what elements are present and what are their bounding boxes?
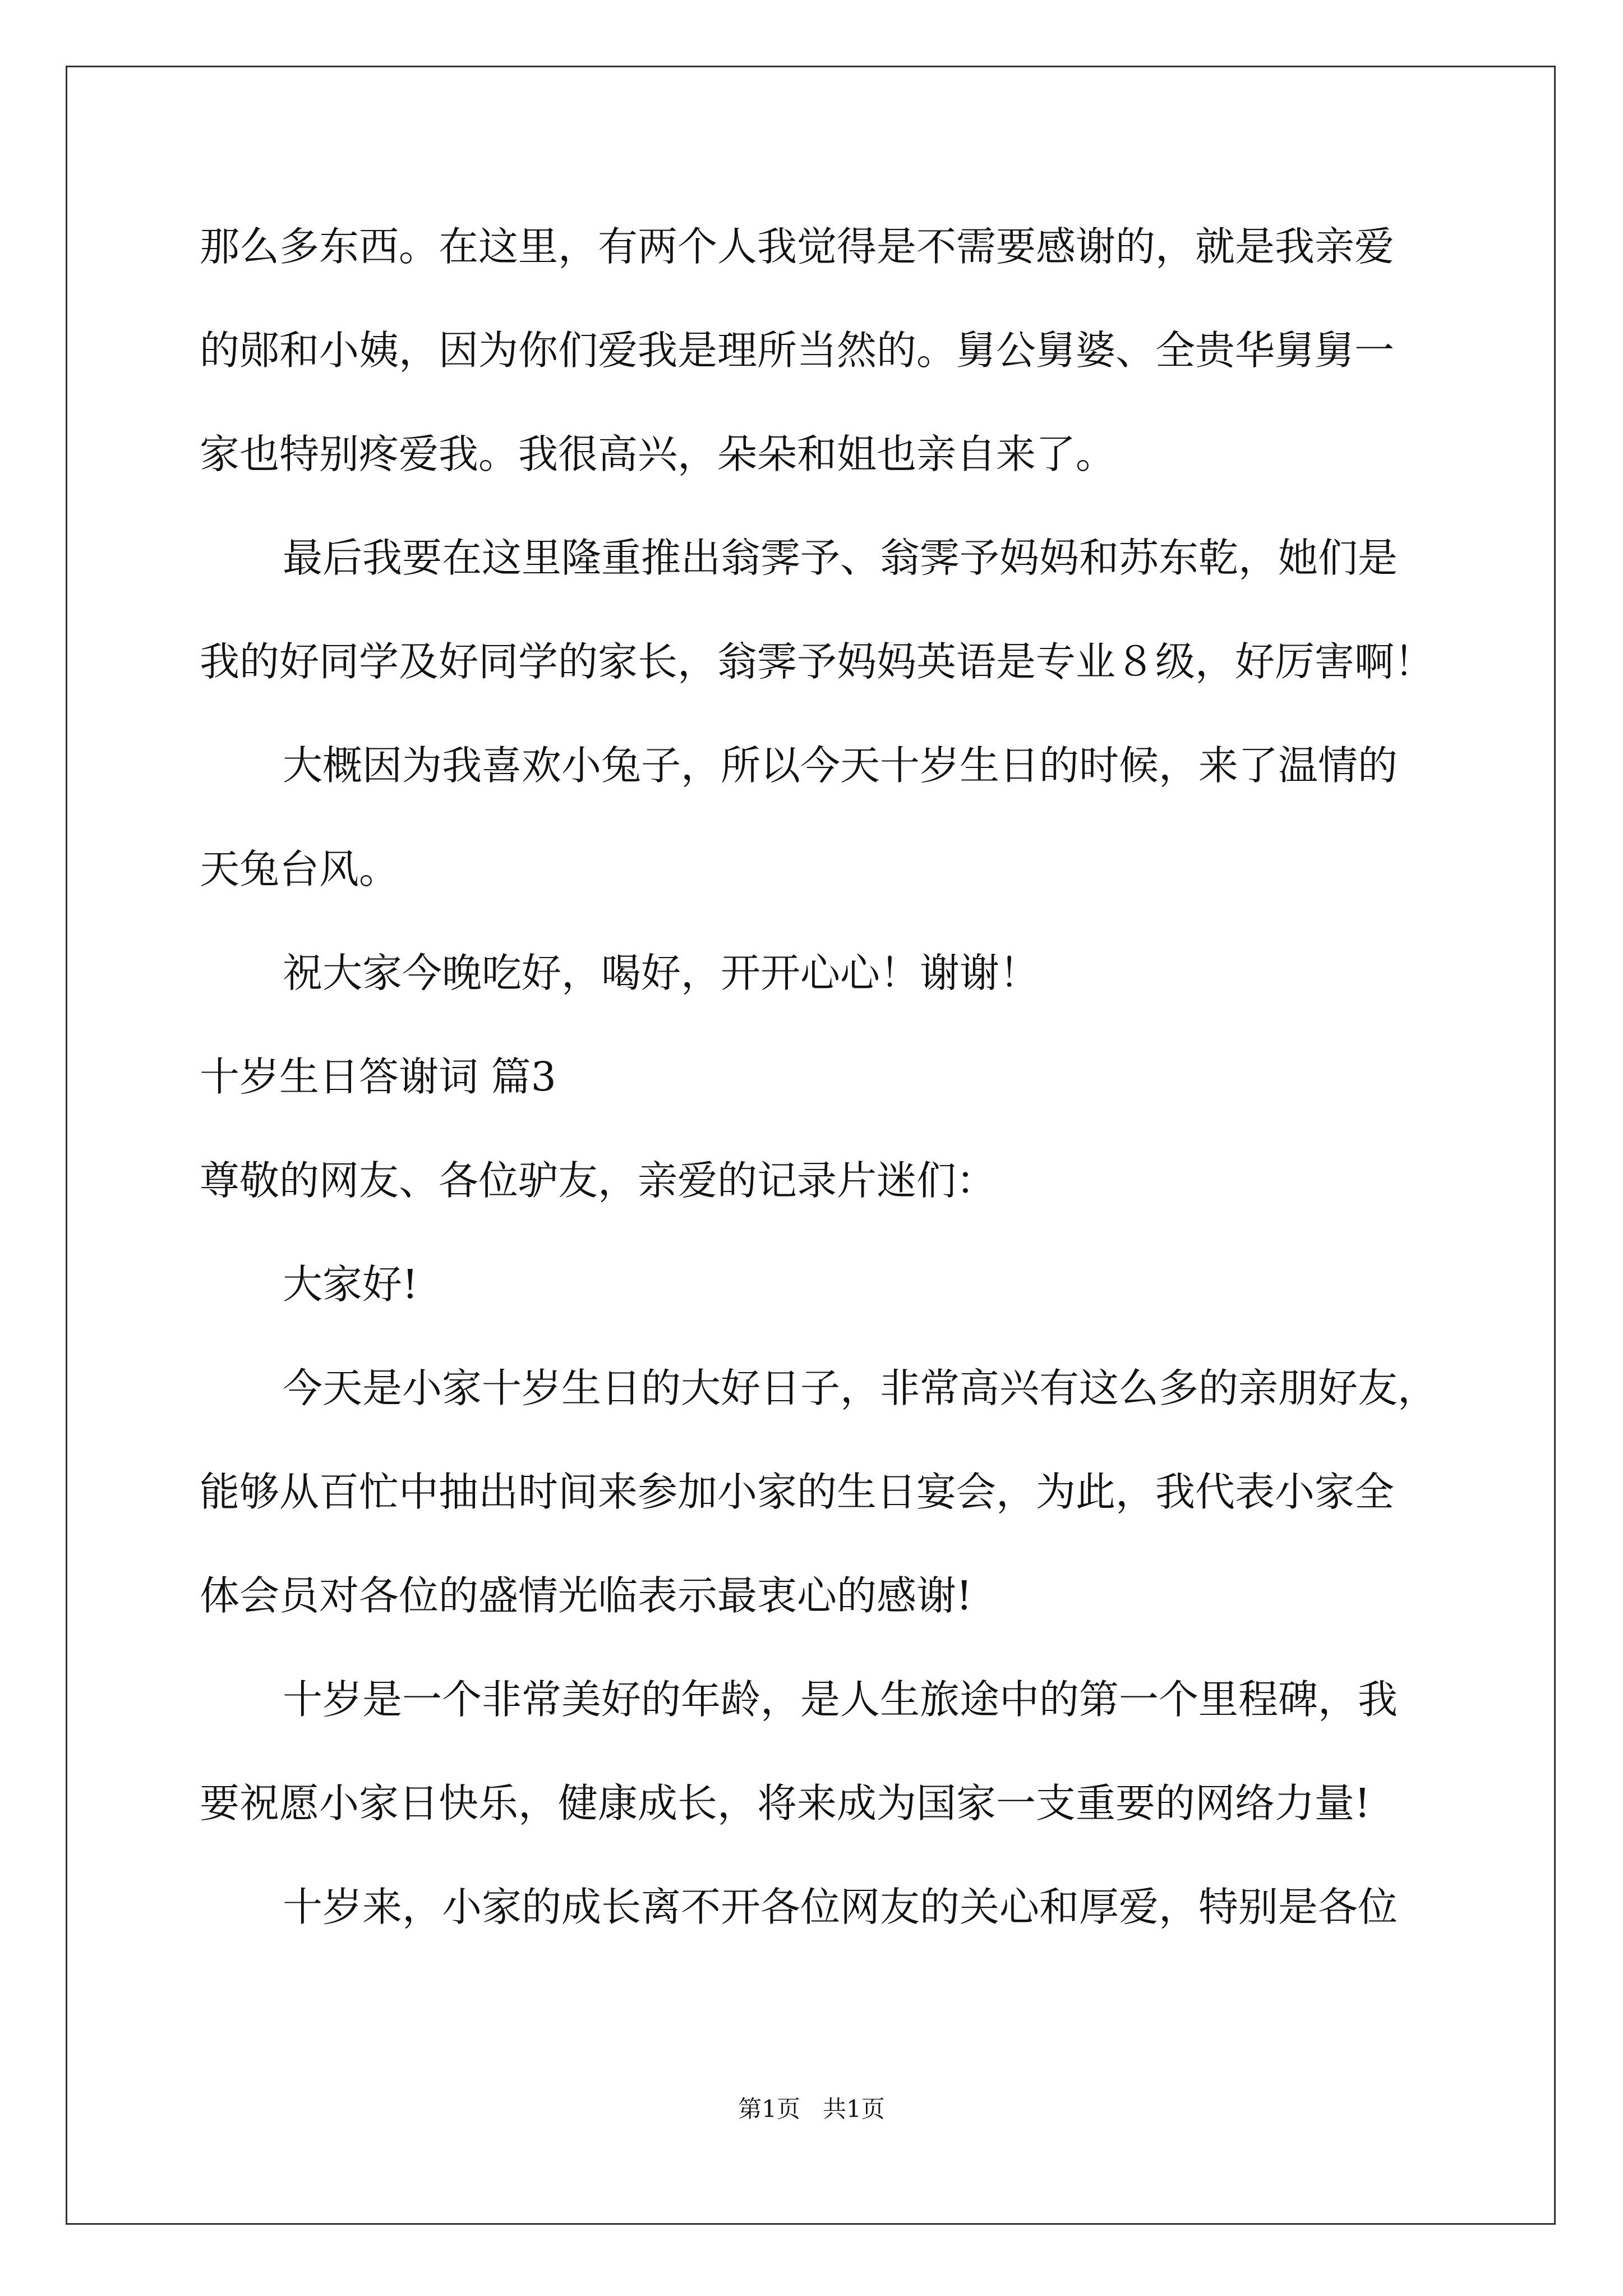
paragraph-line: 十岁来，小家的成长离不开各位网友的关心和厚爱，特别是各位 xyxy=(283,1884,1398,1930)
salutation-line: 尊敬的网友、各位驴友，亲爱的记录片迷们： xyxy=(200,1157,997,1204)
paragraph-line: 大概因为我喜欢小兔子，所以今天十岁生日的时候，来了温情的 xyxy=(283,742,1398,789)
page-footer: 第1页 共1页 xyxy=(738,2095,885,2123)
paragraph-line: 那么多东西。在这里，有两个人我觉得是不需要感谢的，就是我亲爱 xyxy=(200,223,1395,270)
greeting-line: 大家好! xyxy=(283,1261,418,1308)
paragraph-line: 能够从百忙中抽出时间来参加小家的生日宴会，为此，我代表小家全 xyxy=(200,1469,1395,1515)
paragraph-line: 祝大家今晚吃好，喝好，开开心心！谢谢！ xyxy=(283,950,1040,996)
section-heading: 十岁生日答谢词 篇3 xyxy=(200,1053,556,1100)
paragraph-line: 家也特别疼爱我。我很高兴，朵朵和姐也亲自来了。 xyxy=(200,431,1116,477)
paragraph-line: 十岁是一个非常美好的年龄，是人生旅途中的第一个里程碑，我 xyxy=(283,1676,1398,1723)
paragraph-line: 体会员对各位的盛情光临表示最衷心的感谢! xyxy=(200,1572,972,1619)
paragraph-line: 的郧和小姨，因为你们爱我是理所当然的。舅公舅婆、全贵华舅舅一 xyxy=(200,327,1395,374)
paragraph-line: 要祝愿小家日快乐，健康成长，将来成为国家一支重要的网络力量! xyxy=(200,1780,1371,1826)
paragraph-line: 最后我要在这里隆重推出翁霁予、翁霁予妈妈和苏东乾，她们是 xyxy=(283,535,1398,581)
paragraph-line: 我的好同学及好同学的家长，翁霁予妈妈英语是专业８级，好厉害啊！ xyxy=(200,638,1435,685)
paragraph-line: 天兔台风。 xyxy=(200,846,399,892)
paragraph-line: 今天是小家十岁生日的大好日子，非常高兴有这么多的亲朋好友， xyxy=(283,1365,1438,1411)
